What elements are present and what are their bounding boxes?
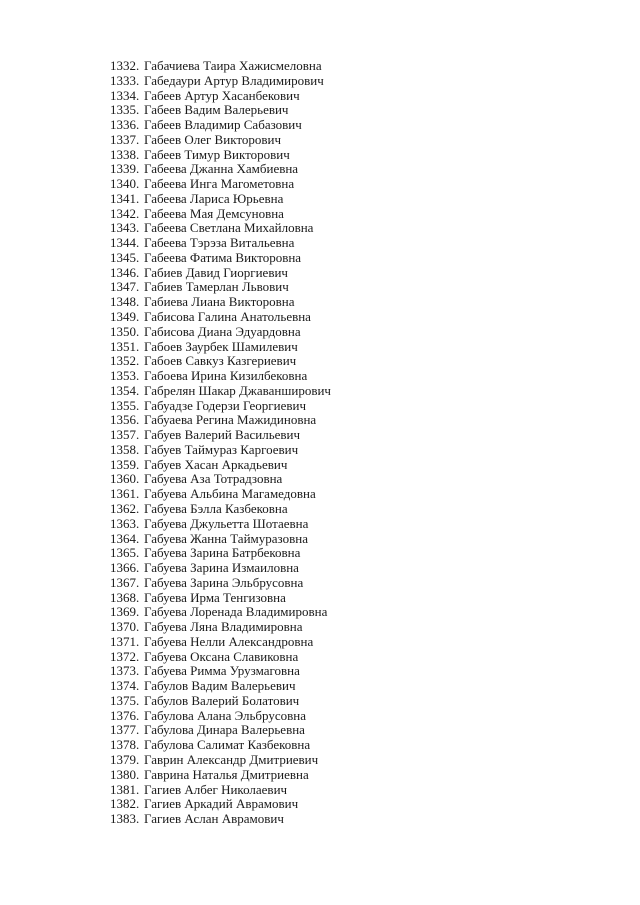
entry-number: 1359.: [110, 456, 140, 472]
entry-number: 1377.: [110, 722, 140, 738]
entry-number: 1358.: [110, 441, 140, 457]
list-item: [110, 650, 331, 665]
entry-name: Габеева Фатима Викторовна: [144, 249, 302, 265]
entry-number: 1347.: [110, 279, 140, 295]
entry-number: 1372.: [110, 648, 140, 664]
list-item: [110, 768, 331, 783]
entry-number: 1335.: [110, 102, 140, 118]
list-item: [110, 369, 331, 384]
entry-number: 1348.: [110, 294, 140, 310]
list-item: [110, 251, 331, 266]
entry-name: Габуева Зарина Измаиловна: [144, 560, 299, 576]
entry-name: Габеев Олег Викторович: [144, 131, 281, 147]
entry-name: Габулов Валерий Болатович: [144, 692, 300, 708]
entry-name: Габисова Галина Анатольевна: [144, 309, 311, 325]
entry-number: 1334.: [110, 87, 140, 103]
entry-number: 1355.: [110, 397, 140, 413]
list-item: [110, 59, 331, 74]
entry-name: Габуева Лоренада Владимировна: [144, 604, 328, 620]
list-item: [110, 812, 331, 827]
list-item: [110, 591, 331, 606]
list-item: [110, 738, 331, 753]
entry-number: 1364.: [110, 530, 140, 546]
name-list: [110, 59, 331, 827]
list-item: [110, 325, 331, 340]
entry-name: Габрелян Шакар Джаванширович: [144, 382, 331, 398]
entry-name: Габачиева Таира Хажисмеловна: [144, 58, 322, 73]
list-item: [110, 133, 331, 148]
entry-name: Габуева Римма Урузмаговна: [144, 663, 300, 679]
entry-name: Габуева Ирма Тенгизовна: [144, 589, 286, 605]
list-item: [110, 354, 331, 369]
entry-name: Гаврин Александр Дмитриевич: [144, 751, 319, 767]
entry-number: 1371.: [110, 633, 140, 649]
entry-name: Габеев Тимур Викторович: [144, 146, 290, 162]
entry-number: 1373.: [110, 663, 140, 679]
entry-number: 1381.: [110, 781, 140, 797]
list-item: [110, 266, 331, 281]
list-item: [110, 723, 331, 738]
entry-name: Габиева Лиана Викторовна: [144, 294, 295, 310]
entry-number: 1368.: [110, 589, 140, 605]
entry-number: 1353.: [110, 368, 140, 384]
entry-number: 1375.: [110, 692, 140, 708]
list-item: [110, 443, 331, 458]
entry-number: 1361.: [110, 486, 140, 502]
list-item: [110, 517, 331, 532]
entry-number: 1356.: [110, 412, 140, 428]
entry-number: 1346.: [110, 264, 140, 280]
entry-number: 1340.: [110, 176, 140, 192]
entry-name: Габуев Хасан Аркадьевич: [144, 456, 288, 472]
entry-name: Габуева Ляна Владимировна: [144, 619, 303, 635]
entry-name: Габоева Ирина Кизилбековна: [144, 368, 308, 384]
entry-number: 1344.: [110, 235, 140, 251]
list-item: [110, 295, 331, 310]
entry-name: Габоев Заурбек Шамилевич: [144, 338, 298, 354]
list-item: [110, 694, 331, 709]
entry-name: Гагиев Албег Николаевич: [144, 781, 288, 797]
entry-name: Габедаури Артур Владимирович: [144, 72, 324, 88]
entry-number: 1370.: [110, 619, 140, 635]
entry-name: Гагиев Аркадий Аврамович: [144, 796, 299, 812]
entry-name: Гаврина Наталья Дмитриевна: [144, 766, 309, 782]
list-item: [110, 487, 331, 502]
list-item: [110, 192, 331, 207]
list-item: [110, 340, 331, 355]
entry-name: Габуева Оксана Славиковна: [144, 648, 299, 664]
entry-number: 1378.: [110, 737, 140, 753]
list-item: [110, 679, 331, 694]
entry-name: Габуева Жанна Таймуразовна: [144, 530, 308, 546]
entry-number: 1341.: [110, 190, 140, 206]
entry-name: Габеева Мая Демсуновна: [144, 205, 284, 221]
entry-number: 1345.: [110, 249, 140, 265]
entry-name: Габулова Алана Эльбрусовна: [144, 707, 307, 723]
entry-number: 1357.: [110, 427, 140, 443]
entry-number: 1351.: [110, 338, 140, 354]
entry-number: 1354.: [110, 382, 140, 398]
entry-number: 1365.: [110, 545, 140, 561]
entry-number: 1337.: [110, 131, 140, 147]
entry-name: Габуева Альбина Магамедовна: [144, 486, 316, 502]
entry-name: Габулова Салимат Казбековна: [144, 737, 311, 753]
entry-name: Габисова Диана Эдуардовна: [144, 323, 301, 339]
entry-name: Габеева Тэрэза Витальевна: [144, 235, 295, 251]
entry-name: Габоев Савкуз Казгериевич: [144, 353, 297, 369]
entry-number: 1379.: [110, 751, 140, 767]
entry-name: Гагиев Аслан Аврамович: [144, 811, 284, 827]
entry-name: Габиев Давид Гиоргиевич: [144, 264, 288, 280]
list-item: [110, 605, 331, 620]
entry-name: Габеева Джанна Хамбиевна: [144, 161, 299, 177]
list-item: [110, 797, 331, 812]
entry-number: 1342.: [110, 205, 140, 221]
entry-number: 1343.: [110, 220, 140, 236]
list-item: [110, 399, 331, 414]
list-item: [110, 74, 331, 89]
list-item: [110, 236, 331, 251]
entry-name: Габуев Валерий Васильевич: [144, 427, 301, 443]
list-item: [110, 561, 331, 576]
entry-number: 1333.: [110, 72, 140, 88]
list-item: [110, 103, 331, 118]
list-item: [110, 118, 331, 133]
entry-name: Габуева Зарина Эльбрусовна: [144, 574, 304, 590]
entry-name: Габулов Вадим Валерьевич: [144, 678, 296, 694]
entry-name: Габеев Владимир Сабазович: [144, 117, 302, 133]
entry-name: Габеев Артур Хасанбекович: [144, 87, 300, 103]
entry-number: 1350.: [110, 323, 140, 339]
entry-number: 1360.: [110, 471, 140, 487]
entry-name: Габулова Динара Валерьевна: [144, 722, 305, 738]
list-item: [110, 576, 331, 591]
entry-name: Габуева Бэлла Казбековна: [144, 500, 288, 516]
entry-name: Габуева Зарина Батрбековна: [144, 545, 301, 561]
list-item: [110, 532, 331, 547]
entry-name: Габеева Лариса Юрьевна: [144, 190, 284, 206]
entry-number: 1349.: [110, 309, 140, 325]
entry-number: 1367.: [110, 574, 140, 590]
entry-name: Габуева Нелли Александровна: [144, 633, 314, 649]
entry-number: 1332.: [110, 58, 140, 73]
list-item: [110, 162, 331, 177]
list-item: [110, 413, 331, 428]
entry-number: 1376.: [110, 707, 140, 723]
entry-number: 1362.: [110, 500, 140, 516]
entry-name: Габуадзе Годерзи Георгиевич: [144, 397, 306, 413]
entry-name: Габеев Вадим Валерьевич: [144, 102, 289, 118]
entry-number: 1352.: [110, 353, 140, 369]
entry-name: Габуева Джульетта Шотаевна: [144, 515, 309, 531]
entry-number: 1383.: [110, 811, 140, 827]
list-item: [110, 635, 331, 650]
list-item: [110, 207, 331, 222]
list-item: [110, 280, 331, 295]
list-item: [110, 89, 331, 104]
entry-name: Габуева Аза Тотрадзовна: [144, 471, 283, 487]
entry-number: 1338.: [110, 146, 140, 162]
entry-number: 1380.: [110, 766, 140, 782]
list-item: [110, 310, 331, 325]
entry-number: 1374.: [110, 678, 140, 694]
entry-number: 1382.: [110, 796, 140, 812]
entry-number: 1366.: [110, 560, 140, 576]
list-item: [110, 148, 331, 163]
entry-name: Габеева Светлана Михайловна: [144, 220, 314, 236]
list-item: [110, 384, 331, 399]
list-item: [110, 546, 331, 561]
entry-name: Габиев Тамерлан Львович: [144, 279, 289, 295]
list-item: [110, 664, 331, 679]
list-item: [110, 458, 331, 473]
entry-number: 1339.: [110, 161, 140, 177]
list-item: [110, 428, 331, 443]
list-item: [110, 472, 331, 487]
entry-name: Габуев Таймураз Каргоевич: [144, 441, 299, 457]
entry-number: 1363.: [110, 515, 140, 531]
list-item: [110, 177, 331, 192]
list-item: [110, 753, 331, 768]
entry-name: Габеева Инга Магометовна: [144, 176, 295, 192]
list-item: [110, 709, 331, 724]
list-item: [110, 502, 331, 517]
list-item: [110, 221, 331, 236]
entry-name: Габуаева Регина Мажидиновна: [144, 412, 317, 428]
entry-number: 1369.: [110, 604, 140, 620]
list-item: [110, 620, 331, 635]
entry-number: 1336.: [110, 117, 140, 133]
list-item: [110, 783, 331, 798]
